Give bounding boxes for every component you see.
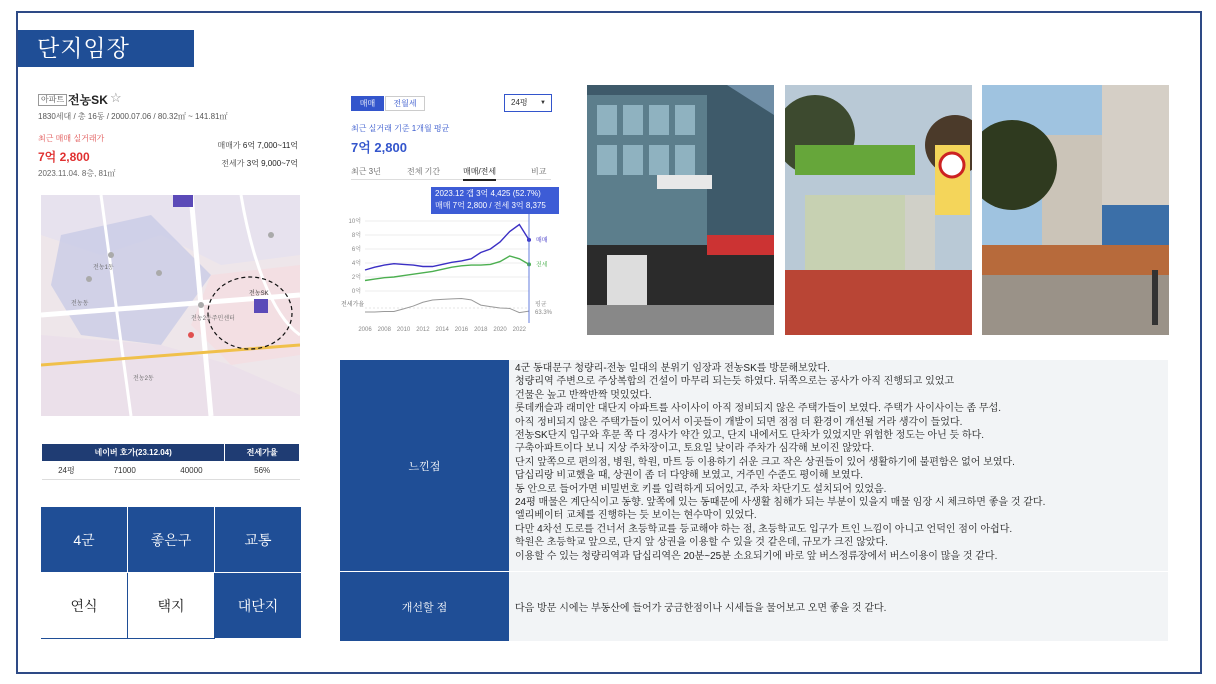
building-photo <box>587 85 774 335</box>
evaluation-grid <box>41 507 302 639</box>
chevron-down-icon: ▼ <box>540 100 546 106</box>
y-tick-label: 0억 <box>351 289 361 295</box>
y-tick-label: 10억 <box>348 219 361 225</box>
size-select-value: 24평 <box>511 98 528 107</box>
feel-line: 답십리랑 비교했을 때, 상권이 좀 더 다양해 보였고, 거주민 수준도 평이해 보였다. <box>515 470 864 482</box>
period-tabs <box>351 166 551 180</box>
tab-sale-rent[interactable]: 매매/전세 <box>463 166 496 181</box>
map-label-3: 전농동 <box>71 301 89 307</box>
ratio-side-label: 평균 <box>535 302 547 308</box>
x-tick-label: 2022 <box>512 327 527 333</box>
x-tick-label: 2018 <box>474 327 488 333</box>
x-tick-label: 2008 <box>377 327 391 333</box>
grid-cell-3: 교통 <box>215 507 302 573</box>
feel-label: 느낀점 <box>340 360 509 571</box>
feel-line: 롯데캐슬과 래미안 대단지 아파트를 사이사이 아직 정비되지 않은 주택가들이 보였다. 주택가 사이사이는 좀 무섭. <box>515 403 1002 415</box>
feel-line: 단지 앞쪽으로 편의점, 병원, 학원, 마트 등 이용하기 쉬운 크고 작은 상권들이 있어 생활하기에 불편함은 없어 보였다. <box>515 456 1015 468</box>
grid-cell-6: 대단지 <box>215 573 302 639</box>
sale-range-value: 6억 7,000~11억 <box>242 141 298 150</box>
table-cell-rent: 40000 <box>158 462 225 480</box>
table-row <box>42 462 300 480</box>
feel-line: 건물은 높고 반짝반짝 멋있었다. <box>515 389 652 401</box>
feel-line: 이용할 수 있는 청량리역과 답십리역은 20분~25분 소요되기에 바로 앞 버스정류장에서 버스이용이 많을 것 같다. <box>515 550 998 562</box>
tab-compare[interactable]: 비교 <box>531 167 547 176</box>
tooltip-line-1: 2023.12 갭 3억 4,425 (52.7%) <box>435 189 541 198</box>
feel-line: 학원은 초등학교 앞으로, 단지 앞 상권을 이용할 수 있을 것 같은데, 규모가 크진 않았다. <box>515 537 888 549</box>
rent-price-range <box>221 158 298 169</box>
sale-price-range <box>217 140 298 151</box>
x-tick-label: 2016 <box>454 327 469 333</box>
apartment-type-badge: 아파트 <box>38 94 67 106</box>
grid-cell-2: 좋은구 <box>128 507 215 573</box>
price-table-header: 네이버 호가(23.12.04) <box>42 444 225 462</box>
x-tick-label: 2010 <box>396 327 411 333</box>
street-photo <box>982 85 1169 335</box>
series-label: 매매 <box>536 237 548 244</box>
feel-line: 동 안으로 들어가면 비밀번호 키를 입력하게 되어있고, 주차 차단기도 설치되어 있었음. <box>515 483 887 495</box>
map-label-1: 전농1동 <box>93 265 114 271</box>
favorite-star-icon[interactable]: ☆ <box>110 90 122 105</box>
grid-cell-1: 4군 <box>41 507 128 573</box>
table-cell-size: 24평 <box>42 462 92 480</box>
ratio-line <box>365 299 529 313</box>
tab-rent[interactable]: 전월세 <box>385 96 425 111</box>
grid-cell-5: 택지 <box>128 573 215 639</box>
price-line-chart <box>341 213 556 337</box>
feel-line: 아직 정비되지 않은 주택가들이 있어서 이곳들이 개발이 되면 점점 더 환경이 개선될 거라 생각이 들었다. <box>515 416 963 428</box>
price-chart-panel <box>341 87 556 337</box>
y-tick-label: 2억 <box>351 275 361 281</box>
series-label: 전세 <box>536 262 548 269</box>
location-map[interactable] <box>41 195 300 416</box>
ratio-table-header: 전세가율 <box>225 444 300 462</box>
rent-range-label: 전세가 <box>221 159 245 168</box>
recent-trade-label: 최근 매매 실거래가 <box>38 134 105 143</box>
table-cell-sale: 71000 <box>91 462 158 480</box>
base-price-label: 최근 실거래 기준 1개월 평균 <box>351 124 450 133</box>
feel-line: 4군 동대문구 청량리-전농 일대의 분위기 임장과 전농SK를 방문해보았다. <box>515 363 830 374</box>
x-tick-label: 2006 <box>358 327 372 333</box>
feel-notes <box>509 360 1168 571</box>
rent-range-value: 3억 9,000~7억 <box>246 159 298 168</box>
naver-price-table <box>41 443 300 480</box>
map-label-4: 전농2동주민센터 <box>191 316 235 322</box>
recent-trade-date: 2023.11.04. 8층, 81㎡ <box>38 169 116 178</box>
size-select[interactable] <box>504 94 552 112</box>
feel-line: 다만 4차선 도로를 건너서 초등학교를 등교해야 하는 점, 초등학교도 입구가 트인 느낌이 아니고 언덕인 점이 아쉽다. <box>515 523 1013 535</box>
apartment-info: 1830세대 / 총 16동 / 2000.07.06 / 80.32㎡ ~ 141.81㎡ <box>38 112 228 121</box>
table-cell-ratio: 56% <box>225 462 300 480</box>
recent-trade-price: 7억 2,800 <box>38 150 90 164</box>
feel-line: 구축아파트이다 보니 지상 주차장이고, 토요일 낮이라 주차가 심각해 보이진 않았다. <box>515 443 875 455</box>
improve-notes: 다음 방문 시에는 부동산에 들어가 궁금한점이나 시세들을 물어보고 오면 좋을 것 같다. <box>509 572 1168 641</box>
y-tick-label: 4억 <box>351 261 361 267</box>
x-tick-label: 2014 <box>435 327 449 333</box>
y-tick-label: 8억 <box>351 233 361 239</box>
chart-tooltip <box>431 187 559 214</box>
y-tick-label: 6억 <box>351 247 361 253</box>
feel-line: 엘리베이터 교체를 진행하는 듯 보이는 현수막이 있었다. <box>515 510 757 522</box>
map-label-5: 전농SK <box>249 291 269 297</box>
school-gate-photo <box>785 85 972 335</box>
tab-recent-3y[interactable]: 최근 3년 <box>351 167 381 176</box>
x-tick-label: 2012 <box>416 327 430 333</box>
page-title: 단지임장 <box>18 30 194 67</box>
feel-line: 전농SK단지 입구와 후문 쪽 다 경사가 약간 있고, 단지 내에서도 단차가 있었지만 위험한 정도는 아닌 듯 하다. <box>515 430 985 442</box>
improve-label: 개선할 점 <box>340 572 509 641</box>
feel-line: 청량리역 주변으로 주상복합의 건설이 마무리 되는듯 하였다. 뒤쪽으로는 공사가 아직 진행되고 있었고 <box>515 376 955 388</box>
base-price-value: 7억 2,800 <box>351 140 407 155</box>
tab-sale[interactable]: 매매 <box>351 96 384 111</box>
tooltip-line-2: 매매 7억 2,800 / 전세 3억 8,375 <box>435 201 546 210</box>
tab-all-period[interactable]: 전체 기간 <box>407 167 441 176</box>
grid-cell-4: 연식 <box>41 573 128 639</box>
ratio-side-value: 63.3% <box>535 310 553 316</box>
sale-range-label: 매매가 <box>217 141 241 150</box>
x-tick-label: 2020 <box>493 327 507 333</box>
feel-line: 24평 매물은 계단식이고 동향. 앞쪽에 있는 동때문에 사생활 침해가 되는 부분이 있을지 매물 임장 시 체크하면 좋을 것 같다. <box>515 497 1046 509</box>
map-label-2: 전농2동 <box>133 376 154 382</box>
ratio-label: 전세가율 <box>341 302 365 308</box>
apartment-name[interactable]: 전농SK <box>68 93 108 107</box>
